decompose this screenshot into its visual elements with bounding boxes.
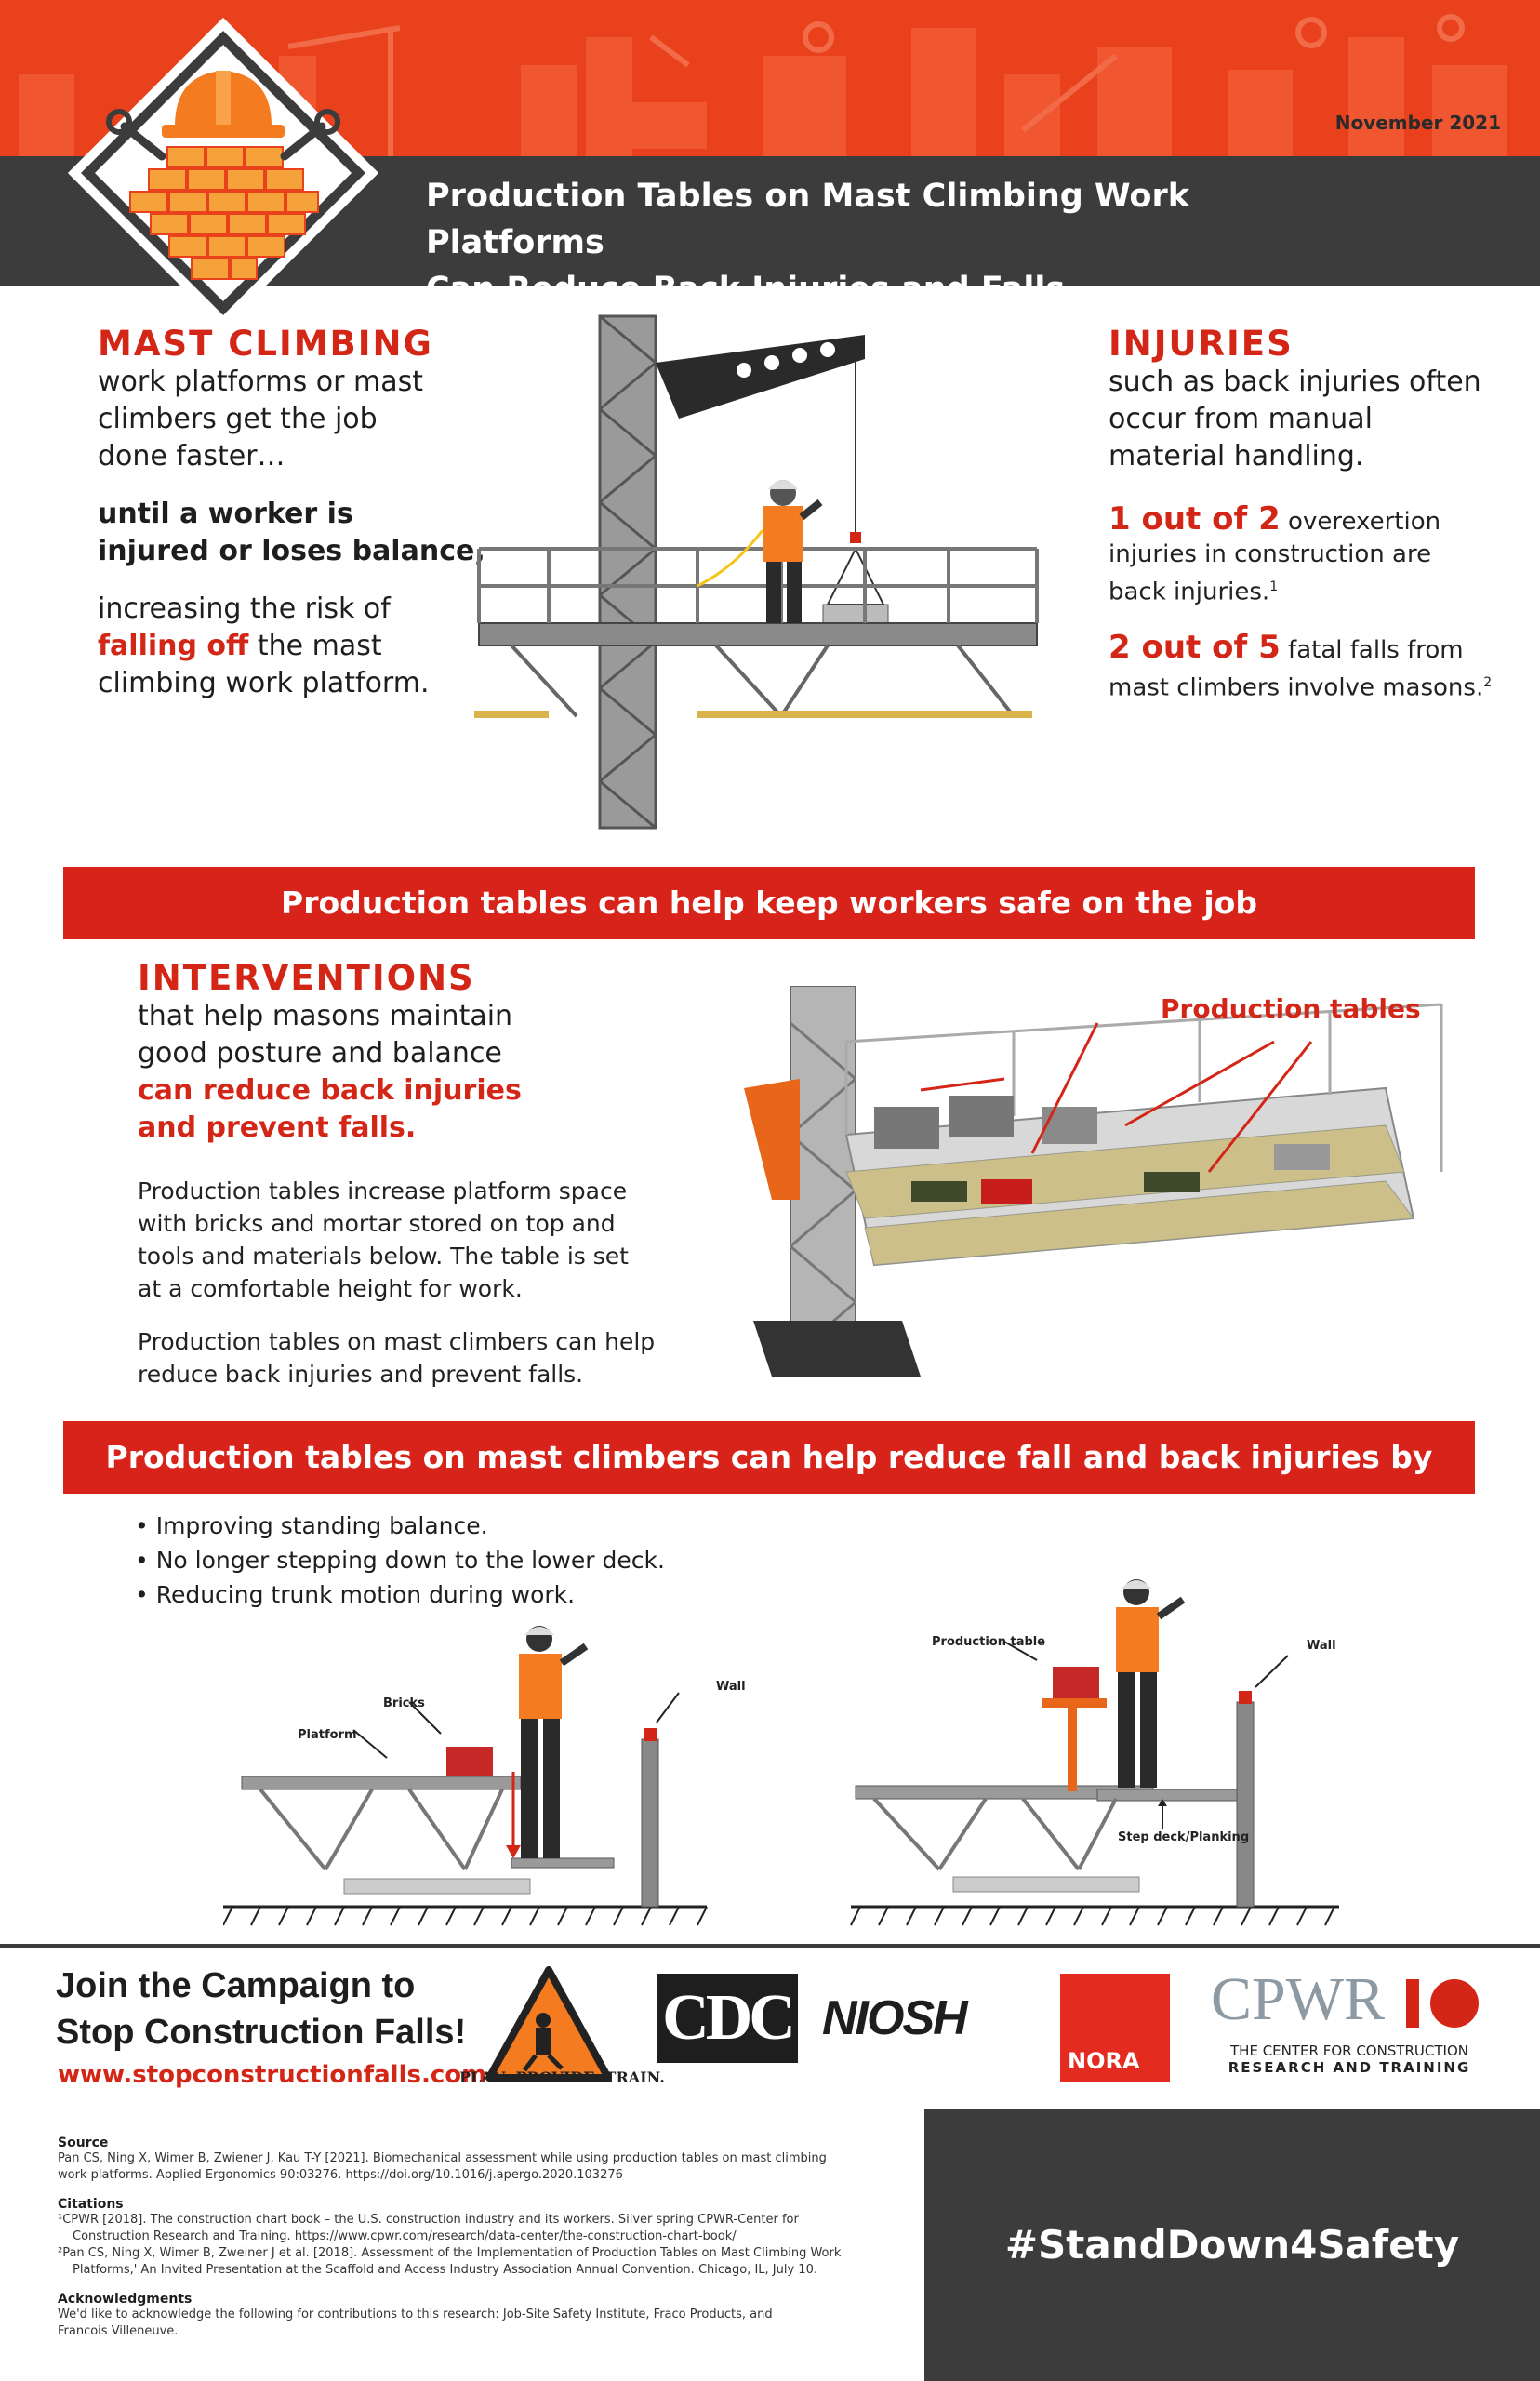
stat-line: injuries in construction are (1109, 540, 1432, 568)
risk-line (98, 628, 485, 665)
standdown-hashtag: #StandDown4Safety (924, 2109, 1540, 2381)
citation-text: Construction Research and Training. https://www.cpwr.com/research/data-center/the-construction-chart-book/ (73, 2229, 737, 2243)
production-tables-label: Production tables (1161, 993, 1421, 1024)
title-line-2: Can Reduce Back Injuries and Falls (426, 271, 1066, 308)
mast-intro-line: done faster… (98, 440, 285, 472)
paragraph-line: Production tables on mast climbers can help (138, 1328, 656, 1355)
injuries-section (1109, 324, 1492, 704)
interventions-heading: INTERVENTIONS (138, 958, 475, 998)
step-deck-label: Step deck/Planking (1118, 1830, 1250, 1844)
acknowledgments-heading: Acknowledgments (58, 2292, 192, 2307)
banner-keep-workers-safe: Production tables can help keep workers safe on the job (63, 867, 1475, 939)
interventions-highlight: and prevent falls. (138, 1111, 417, 1144)
benefits-list (135, 1509, 665, 1612)
injuries-heading: INJURIES (1109, 324, 1294, 364)
niosh-logo: NIOSH (822, 1991, 966, 2045)
injuries-line: occur from manual (1109, 403, 1373, 435)
acknowledgments-text: Francois Villeneuve. (58, 2324, 179, 2338)
platform-label: Platform (298, 1728, 357, 1742)
brick-wall-logo-icon (65, 17, 381, 333)
stat-text: mast climbers involve masons. (1109, 673, 1484, 702)
sources-panel (46, 2109, 924, 2381)
interventions-paragraph-2 (138, 1325, 655, 1390)
warning-line: injured or loses balance, (98, 535, 485, 567)
stop-falls-warning-sign-icon (484, 1964, 614, 2085)
stat-2-value: 2 out of 5 (1109, 628, 1281, 666)
mast-climbing-intro (98, 364, 485, 475)
production-tables-illustration (735, 986, 1469, 1395)
platform-without-table-diagram (223, 1618, 781, 1935)
paragraph-line: reduce back injuries and prevent falls. (138, 1361, 584, 1388)
cpwr-subtitle (1215, 2042, 1484, 2076)
risk-text: the mast (248, 630, 382, 662)
bricks-label: Bricks (383, 1696, 425, 1710)
campaign-line: Stop Construction Falls! (56, 2013, 467, 2052)
stat-text: fatal falls from (1280, 635, 1464, 664)
wall-label-left: Wall (716, 1680, 746, 1694)
nora-logo: NORA (1060, 1974, 1170, 2082)
publication-date: November 2021 (1334, 112, 1501, 134)
mast-intro-line: work platforms or mast (98, 366, 423, 398)
campaign-url-link[interactable]: www.stopconstructionfalls.com (58, 2061, 487, 2089)
interventions-intro (138, 998, 655, 1147)
interventions-highlight: can reduce back injuries (138, 1074, 522, 1107)
injuries-line: material handling. (1109, 440, 1364, 472)
stat-back-injuries (1109, 500, 1492, 609)
production-table-label: Production table (932, 1635, 1046, 1649)
risk-line: climbing work platform. (98, 667, 430, 699)
paragraph-line: with bricks and mortar stored on top and (138, 1210, 616, 1237)
title-line-1: Production Tables on Mast Climbing Work Platforms (426, 178, 1189, 261)
citation-text: ¹CPWR [2018]. The construction chart book – the U.S. construction industry and its workers. Silver spring CPWR-Center for (58, 2213, 799, 2227)
mast-climber-worker-illustration (474, 307, 1051, 837)
injuries-intro (1109, 364, 1492, 475)
cpwr-sub-line: RESEARCH AND TRAINING (1228, 2059, 1471, 2076)
plan-provide-train-text: PLAN. PROVIDE. TRAIN. (459, 2068, 665, 2086)
footnote-ref: 2 (1483, 674, 1493, 690)
interventions-paragraph-1 (138, 1175, 655, 1305)
source-heading: Source (58, 2135, 109, 2150)
paragraph-line: at a comfortable height for work. (138, 1275, 523, 1302)
wall-label-right: Wall (1307, 1639, 1336, 1653)
source-text: work platforms. Applied Ergonomics 90:03276. https://doi.org/10.1016/j.apergo.2020.103276 (58, 2168, 623, 2182)
cpwr-logo: CPWR (1211, 1965, 1386, 2033)
mast-climbing-heading: MAST CLIMBING (98, 324, 433, 364)
citation-text: ²Pan CS, Ning X, Wimer B, Zweiner J et al. [2018]. Assessment of the Implementation of Production Tables on Mast Climbing Work (58, 2246, 842, 2260)
cpwr-mark-icon (1406, 1975, 1484, 2031)
benefit-item: • Improving standing balance. (135, 1512, 488, 1539)
campaign-heading (56, 1962, 466, 2055)
stat-line (1109, 500, 1492, 539)
stat-line (1109, 571, 1492, 609)
acknowledgments-text: We'd like to acknowledge the following for contributions to this research: Job-Site Safety Institute, Fraco Products, and (58, 2308, 773, 2321)
benefit-item: • No longer stepping down to the lower deck. (135, 1547, 665, 1574)
mast-climbing-risk (98, 591, 485, 702)
page-title (426, 173, 1356, 313)
risk-line: increasing the risk of (98, 592, 391, 625)
interventions-line: good posture and balance (138, 1037, 502, 1070)
header (0, 0, 1540, 308)
stat-text: overexertion (1280, 508, 1441, 536)
paragraph-line: tools and materials below. The table is set (138, 1243, 629, 1270)
mast-climbing-section (98, 324, 485, 702)
mast-climbing-warning (98, 496, 485, 570)
campaign-line: Join the Campaign to (56, 1966, 416, 2005)
stat-fatal-falls (1109, 628, 1493, 705)
interventions-section (138, 958, 655, 1390)
citations-heading: Citations (58, 2197, 124, 2212)
banner-reduce-injuries: Production tables on mast climbers can help reduce fall and back injuries by (63, 1421, 1475, 1494)
benefit-item: • Reducing trunk motion during work. (135, 1581, 576, 1608)
stat-text: back injuries. (1109, 578, 1270, 606)
falling-off-highlight: falling off (98, 630, 249, 662)
cpwr-sub-line: THE CENTER FOR CONSTRUCTION (1230, 2042, 1468, 2059)
source-text: Pan CS, Ning X, Wimer B, Zwiener J, Kau T-Y [2021]. Biomechanical assessment while using production tables on mast climbing (58, 2151, 827, 2165)
citation-text: Platforms,' An Invited Presentation at the Scaffold and Access Industry Association Annual Convention. Chicago, IL, July 10. (73, 2263, 817, 2277)
cdc-logo: CDC (657, 1974, 798, 2063)
stat-line (1109, 628, 1492, 667)
injuries-line: such as back injuries often (1109, 366, 1481, 398)
warning-line: until a worker is (98, 498, 353, 530)
platform-with-table-diagram (846, 1563, 1404, 1935)
stat-line (1109, 667, 1492, 705)
footnote-ref: 1 (1269, 579, 1279, 594)
paragraph-line: Production tables increase platform space (138, 1177, 628, 1204)
interventions-line: that help masons maintain (138, 1000, 513, 1032)
stat-1-value: 1 out of 2 (1109, 500, 1281, 538)
mast-intro-line: climbers get the job (98, 403, 378, 435)
